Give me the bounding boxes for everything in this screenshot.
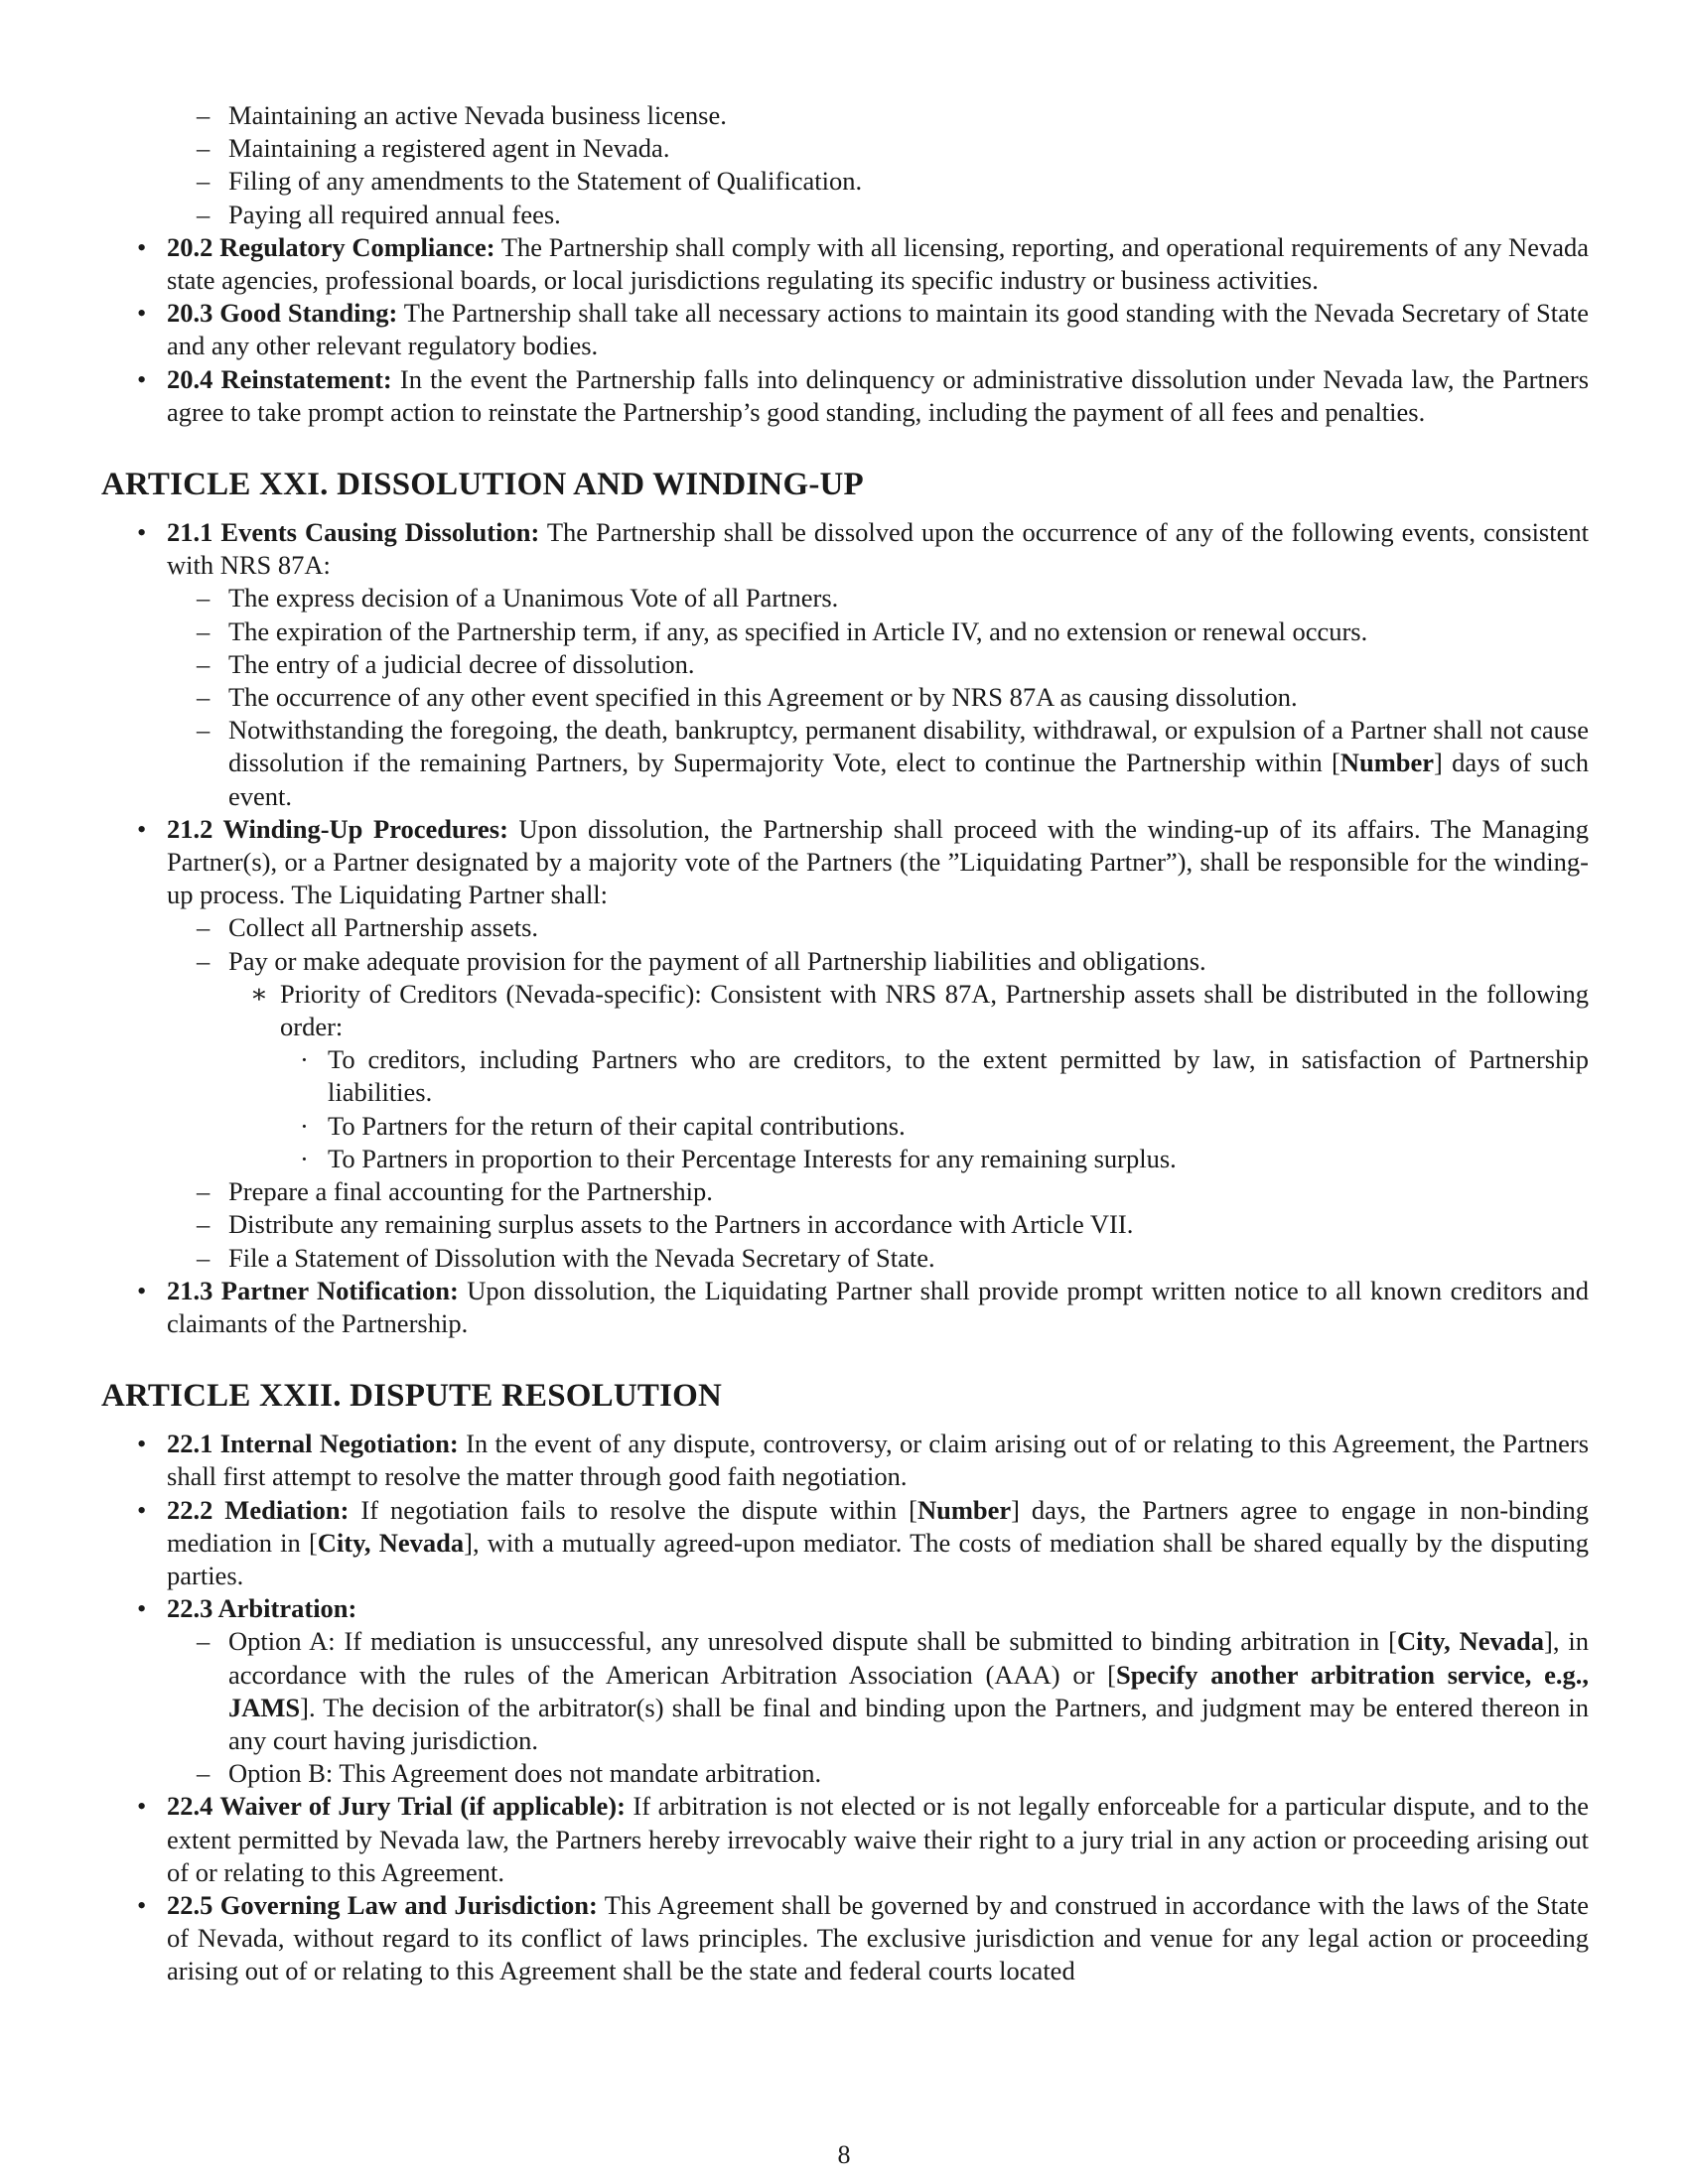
section-label: 21.2 Winding-Up Procedures: [167, 813, 508, 844]
article-20-list [101, 231, 1589, 429]
list-item: – Maintaining an active Nevada business license. [101, 99, 1589, 132]
dash-marker: – [197, 166, 211, 197]
page-number: 8 [837, 2140, 851, 2169]
list-item: – File a Statement of Dissolution with the Nevada Secretary of State. [101, 1242, 1589, 1275]
dash-marker: – [197, 682, 211, 713]
placeholder-field: City, Nevada [317, 1527, 465, 1558]
bullet-marker: • [137, 517, 147, 548]
dash-marker: – [197, 199, 211, 229]
list-item: – The occurrence of any other event specified in this Agreement or by NRS 87A as causing dissolution. [101, 681, 1589, 714]
registration-sublist [101, 99, 1589, 231]
list-item: · To Partners for the return of their capital contributions. [101, 1110, 1589, 1143]
bullet-marker: • [137, 363, 147, 394]
section-label: 22.4 Waiver of Jury Trial (if applicable): [167, 1791, 626, 1822]
section-22-5: • 22.5 Governing Law and Jurisdiction: This Agreement shall be governed by and construed in accordance with the laws of the State of Nevada, without regard to its conflict of laws principles. The exclusive jurisdiction and venue for any legal action or proceeding arising out of or relating to this Agreement shall be the state and federal courts located [137, 1889, 1589, 1986]
section-22-4: • 22.4 Waiver of Jury Trial (if applicable): If arbitration is not elected or is not legally enforceable for a particular dispute, and to the extent permitted by Nevada law, the Partners hereby irrevocably waive their right to a jury trial in any action or proceeding arising out of or relating to this Agreement. [137, 1791, 1589, 1887]
article-22-list [101, 1428, 1589, 1987]
bullet-marker: • [137, 1889, 147, 1920]
placeholder-field: Specify another arbitration service, e.g., JAMS [228, 1659, 1589, 1722]
section-21-3: • 21.3 Partner Notification: Upon dissolution, the Liquidating Partner shall provide prompt written notice to all known creditors and claimants of the Partnership. [137, 1275, 1589, 1338]
section-20-2: • 20.2 Regulatory Compliance: The Partnership shall comply with all licensing, reporting, and operational requirements of any Nevada state agencies, professional boards, or local jurisdictions regulating its specific industry or business activities. [137, 231, 1589, 296]
bullet-marker: • [137, 813, 147, 844]
section-20-4: • 20.4 Reinstatement: In the event the Partnership falls into delinquency or administrative dissolution under Nevada law, the Partners agree to take prompt action to reinstate the Partnership’s good standing, including the payment of all fees and penalties. [137, 363, 1590, 427]
section-label: 20.3 Good Standing: [167, 298, 398, 329]
section-label: 22.1 Internal Negotiation: [167, 1429, 459, 1459]
section-20-3: • 20.3 Good Standing: The Partnership shall take all necessary actions to maintain its good standing with the Nevada Secretary of State and any other relevant regulatory bodies. [137, 298, 1589, 361]
bullet-marker: • [137, 1275, 147, 1305]
bullet-marker: • [137, 1791, 147, 1822]
dash-marker: – [197, 648, 211, 679]
list-item: · To creditors, including Partners who are creditors, to the extent permitted by law, in satisfaction of Partnership liabilities. [300, 1044, 1589, 1108]
star-marker: ∗ [250, 978, 269, 1009]
dash-marker: – [197, 100, 211, 130]
dash-marker: – [197, 715, 211, 746]
section-label: 21.3 Partner Notification: [167, 1275, 459, 1305]
section-21-1: • 21.1 Events Causing Dissolution: The Partnership shall be dissolved upon the occurrence of any of the following events, consistent with NRS 87A: [137, 517, 1589, 581]
list-item: – Pay or make adequate provision for the payment of all Partnership liabilities and obligations. [101, 945, 1589, 978]
dash-marker: – [197, 583, 211, 614]
placeholder-field: Number [916, 1494, 1012, 1525]
list-item: ∗ Priority of Creditors (Nevada-specific): Consistent with NRS 87A, Partnership assets shall be distributed in the following order: [250, 978, 1589, 1042]
list-item: – The express decision of a Unanimous Vote of all Partners. [101, 582, 1589, 614]
section-label: 22.2 Mediation: [167, 1494, 350, 1525]
list-item: – Collect all Partnership assets. [101, 911, 1589, 944]
article-21-list [101, 516, 1589, 1340]
section-label: 22.5 Governing Law and Jurisdiction: [167, 1889, 598, 1920]
dash-marker: – [197, 1242, 211, 1273]
dot-marker: · [300, 1110, 309, 1141]
dash-marker: – [197, 615, 211, 646]
bullet-marker: • [137, 1494, 147, 1525]
dash-marker: – [197, 945, 211, 976]
list-item: – Option A: If mediation is unsuccessful, any unresolved dispute shall be submitted to binding arbitration in [City, Nevada], in accordance with the rules of the American Arbitration Association (AAA) or [Specify another arbitration service, e.g., JAMS]. The decision of the arbitrator(s) shall be final and binding upon the Partners, and judgment may be entered thereon in any court having jurisdiction. [197, 1626, 1590, 1755]
section-label: 21.1 Events Causing Dissolution: [167, 517, 540, 548]
bullet-marker: • [137, 298, 147, 329]
list-item: – Paying all required annual fees. [101, 199, 1589, 231]
bullet-marker: • [137, 231, 147, 262]
dash-marker: – [197, 1209, 211, 1240]
section-22-1: • 22.1 Internal Negotiation: In the event of any dispute, controversy, or claim arising out of or relating to this Agreement, the Partners shall first attempt to resolve the matter through good faith negotiation. [137, 1429, 1590, 1492]
list-item: – Distribute any remaining surplus assets to the Partners in accordance with Article VII. [101, 1208, 1589, 1241]
article-21-heading: ARTICLE XXI. DISSOLUTION AND WINDING-UP [101, 467, 864, 503]
dot-marker: · [300, 1143, 309, 1173]
list-item: – Option B: This Agreement does not mandate arbitration. [101, 1757, 1589, 1790]
section-label: 22.3 Arbitration: [167, 1593, 357, 1624]
bullet-marker: • [137, 1429, 147, 1459]
section-label: 20.4 Reinstatement: [167, 363, 392, 394]
section-22-2: • 22.2 Mediation: If negotiation fails to resolve the dispute within [Number] days, the Partners agree to engage in non-binding mediation in [City, Nevada], with a mutually agreed-upon mediator. The costs of mediation shall be shared equally by the disputing parties. [137, 1494, 1590, 1590]
section-label: 20.2 Regulatory Compliance: [167, 231, 495, 262]
dash-marker: – [197, 1758, 211, 1789]
list-item: · To Partners in proportion to their Percentage Interests for any remaining surplus. [101, 1143, 1589, 1175]
list-item: – Notwithstanding the foregoing, the death, bankruptcy, permanent disability, withdrawal, or expulsion of a Partner shall not cause dissolution if the remaining Partners, by Supermajority Vote, elect to continue the Partnership within [Number] days of such event. [197, 715, 1589, 811]
placeholder-field: City, Nevada [1396, 1626, 1545, 1657]
dash-marker: – [197, 912, 211, 943]
dot-marker: · [300, 1044, 309, 1075]
dash-marker: – [197, 133, 211, 164]
dash-marker: – [197, 1176, 211, 1207]
section-21-2: • 21.2 Winding-Up Procedures: Upon dissolution, the Partnership shall proceed with the winding-up of its affairs. The Managing Partner(s), or a Partner designated by a majority vote of the Partners (the ”Liquidating Partner”), shall be responsible for the winding-up process. The Liquidating Partner shall: [137, 813, 1589, 910]
article-22-heading: ARTICLE XXII. DISPUTE RESOLUTION [101, 1378, 723, 1415]
bullet-marker: • [137, 1593, 147, 1624]
list-item: – The entry of a judicial decree of dissolution. [101, 648, 1589, 681]
section-22-3 [101, 1592, 1589, 1625]
list-item: – The expiration of the Partnership term, if any, as specified in Article IV, and no extension or renewal occurs. [101, 615, 1589, 648]
list-item: – Maintaining a registered agent in Nevada. [101, 132, 1589, 165]
list-item: – Filing of any amendments to the Statement of Qualification. [101, 165, 1589, 198]
placeholder-field: Number [1339, 748, 1435, 778]
dash-marker: – [197, 1626, 211, 1657]
list-item: – Prepare a final accounting for the Partnership. [101, 1175, 1589, 1208]
